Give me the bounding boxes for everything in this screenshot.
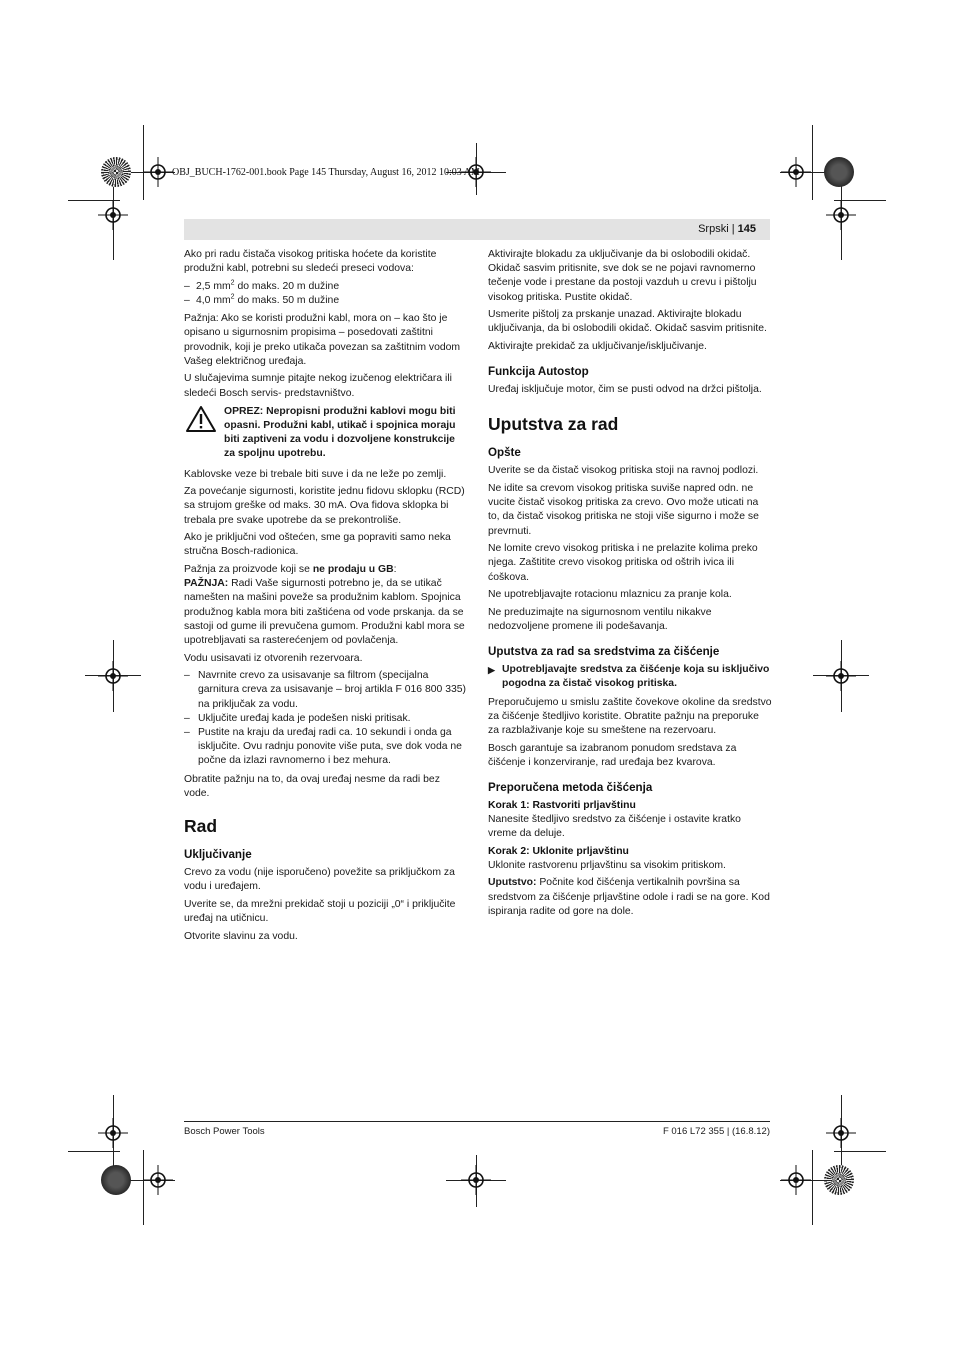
- paragraph: Ne upotrebljavajte rotacionu mlaznicu za pranje kola.: [488, 589, 732, 601]
- left-column: [184, 248, 466, 947]
- registration-mark-icon: [781, 1165, 811, 1195]
- list-item: – Navrnite crevo za usisavanje sa filtrom (specijalna garnitura creva za usisavanje – broj artikla F 016 800 335) na priključak za vodu.: [184, 670, 466, 710]
- list-item: – Uključite uređaj kada je podešen niski pritisak.: [184, 712, 411, 724]
- paragraph: Preporučujemo u smislu zaštite čovekove okoline da sredstvo za čišćenje štedljivo koristite. Obratite pažnju na preporuke za razblaživanje koje su smeštene na rezervoaru.: [488, 696, 772, 737]
- right-column: [488, 248, 772, 922]
- step-heading: Korak 1: Rastvoriti prljavštinu: [488, 800, 636, 812]
- footer-doc-code: F 016 L72 355 | (16.8.12): [662, 1126, 770, 1137]
- registration-mark-icon: [98, 661, 128, 691]
- registration-mark-icon: [781, 157, 811, 187]
- arrow-right-icon: ▶: [488, 665, 495, 676]
- subheading-metoda: Preporučena metoda čišćenja: [488, 781, 653, 795]
- crop-mark: [812, 125, 813, 200]
- color-disc-icon: [101, 157, 131, 187]
- paragraph: Ne idite sa crevom visokog pritiska suviše napred odn. ne vucite čistač visokog pritiska za crevo. Ovo može uticati na to, da čistač visokog pritiska ne stoji više sigurno i može se prevrnuti.: [488, 483, 759, 537]
- paragraph: Bosch garantuje sa izabranom ponudom sredstava za čišćenje i konzerviranje, rad uređaja bez kvarova.: [488, 742, 737, 768]
- subheading-autostop: Funkcija Autostop: [488, 365, 589, 379]
- list-item: – Pustite na kraju da uređaj radi ca. 10 sekundi i onda ga isključite. Ovu radnju ponovite više puta, sve dok voda ne počne da izlazi ravnomerno i bez mehura.: [184, 727, 462, 767]
- paragraph: Uklonite rastvorenu prljavštinu sa visokim pritiskom.: [488, 859, 726, 871]
- print-slug: OBJ_BUCH-1762-001.book Page 145 Thursday, August 16, 2012 10:03 AM: [172, 167, 480, 178]
- footer-publisher: Bosch Power Tools: [184, 1126, 265, 1137]
- page-number: 145: [737, 223, 756, 235]
- paragraph: Ako pri radu čistača visokog pritiska hoćete da koristite produžni kabl, potrebni su sledeći preseci vodova:: [184, 249, 437, 275]
- crop-mark: [812, 1150, 813, 1225]
- paragraph: Otvorite slavinu za vodu.: [184, 930, 298, 942]
- paragraph: Usmerite pištolj za prskanje unazad. Aktivirajte blokadu uključivanja, da bi oslobodili okidač. Okidač sasvim pritisnite.: [488, 309, 767, 335]
- color-disc-icon: [824, 157, 854, 187]
- crop-mark: [68, 1151, 120, 1152]
- step-heading: Korak 2: Uklonite prljavštinu: [488, 845, 629, 857]
- registration-mark-icon: [143, 157, 173, 187]
- color-disc-icon: [824, 1165, 854, 1195]
- paragraph: Aktivirajte prekidač za uključivanje/isključivanje.: [488, 341, 707, 352]
- paragraph: Ne preduzimajte na sigurnosnom ventilu nikakve nedozvoljene promene ili podešavanja.: [488, 606, 712, 632]
- subheading-ukljucivanje: Uključivanje: [184, 848, 252, 862]
- cable-spec-item: – 2,5 $mm^2$ do maks. 20 m dužine: [184, 279, 340, 292]
- paragraph: Crevo za vodu (nije isporučeno) povežite sa priključkom za vodu i uređajem.: [184, 867, 455, 893]
- paragraph: Uverite se, da mrežni prekidač stoji u poziciji „0“ i priključite uređaj na utičnicu.: [184, 898, 456, 925]
- registration-mark-icon: [98, 1118, 128, 1148]
- paragraph: Ne lomite crevo visokog pritiska i ne prelazite kolima preko njega. Zaštitite crevo visokog pritiska od oštrih ivica ili ćoškova.: [488, 543, 758, 583]
- paragraph: Ako je priključni vod oštećen, sme ga popraviti samo neka stručna Bosch-radionica.: [184, 532, 451, 558]
- subheading-sredstva: Uputstva za rad sa sredstvima za čišćenje: [488, 645, 720, 659]
- paragraph: Uverite se da čistač visokog pritiska stoji na ravnoj podlozi.: [488, 465, 759, 477]
- registration-mark-icon: [98, 200, 128, 230]
- registration-mark-icon: [143, 1165, 173, 1195]
- subheading-opste: Opšte: [488, 446, 521, 460]
- crop-mark: [834, 1151, 886, 1152]
- registration-mark-icon: [826, 200, 856, 230]
- warning-text: OPREZ: Nepropisni produžni kablovi mogu biti opasni. Produžni kabl, utikač i spojnica moraju biti zaptiveni za vodu i dozvoljene konstrukcije za spoljnu upotrebu.: [224, 405, 456, 460]
- registration-mark-icon: [461, 1165, 491, 1195]
- section-heading-uputstva: Uputstva za rad: [488, 414, 619, 435]
- paragraph: Aktivirajte blokadu za uključivanje da bi oslobodili okidač. Okidač sasvim pritisnite, sve dok se ne pojavi ravnomerno tečenje vode i prestane da postoji vazduh u crevu i pištolju visokog pritiska. Pustite okidač.: [488, 249, 757, 303]
- registration-mark-icon: [826, 661, 856, 691]
- header-language: Srpski: [698, 223, 729, 235]
- warning-block: [184, 405, 466, 462]
- footer-rule: [184, 1121, 770, 1122]
- gb-note: Pažnja za proizvode koji se ne prodaju u GB:: [184, 564, 397, 576]
- paragraph: Uređaj isključuje motor, čim se pusti odvod na držci pištolja.: [488, 384, 762, 396]
- paragraph: Kablovske veze bi trebale biti suve i da ne leže po zemlji.: [184, 468, 447, 480]
- paragraph: Nanesite štedljivo sredstvo za čišćenje i ostavite kratko vreme da deluje.: [488, 814, 741, 840]
- section-heading-rad: Rad: [184, 816, 218, 837]
- paragraph: Za povećanje sigurnosti, koristite jednu fidovu sklopku (RCD) sa strujom greške od maks. 30 mA. Ova fidova sklopka bi trebala pre svake upotrebe da se prekontroliše.: [184, 486, 465, 526]
- color-disc-icon: [101, 1165, 131, 1195]
- paragraph: Uputstvo: Počnite kod čišćenja vertikalnih površina sa sredstvom za čišćenje prljavštine odole i radi se na gore. Kod ispiranja radite od gore na dole.: [488, 877, 770, 917]
- paragraph: PAŽNJA: Radi Vaše sigurnosti potrebno je, da se utikač namešten na mašini poveže sa produžnim kablom. Spojnica produžnog kabla mora biti zaštićena od vode prskanja. da se sastoji od gume ili prevučena gumom. Produžni kabl mora se upotrebljavati sa rasterećenjem od povlačenja.: [184, 578, 465, 647]
- warning-triangle-icon: [185, 405, 217, 433]
- running-header: [184, 219, 770, 240]
- registration-mark-icon: [826, 1118, 856, 1148]
- cable-spec-item: – 4,0 $mm^2$ do maks. 50 m dužine: [184, 293, 340, 306]
- paragraph: Obratite pažnju na to, da ovaj uređaj nesme da radi bez vode.: [184, 773, 440, 799]
- paragraph: U slučajevima sumnje pitajte nekog izučenog električara ili sledeći Bosch servis- predstavništvo.: [184, 373, 452, 399]
- paragraph: Vodu usisavati iz otvorenih rezervoara.: [184, 652, 363, 664]
- header-separator: |: [731, 223, 735, 235]
- instruction-item: ▶ Upotrebljavajte sredstva za čišćenje koja su isključivo pogodna za čistač visokog pritiska.: [488, 664, 770, 690]
- paragraph: Pažnja: Ako se koristi produžni kabl, mora on – kao što je opisano u sigurnosnim propisima – posedovati zaštitni provodnik, koji je preko utikača povezan sa zaštitnim vodom Vašeg električnog uređaja.: [184, 313, 461, 367]
